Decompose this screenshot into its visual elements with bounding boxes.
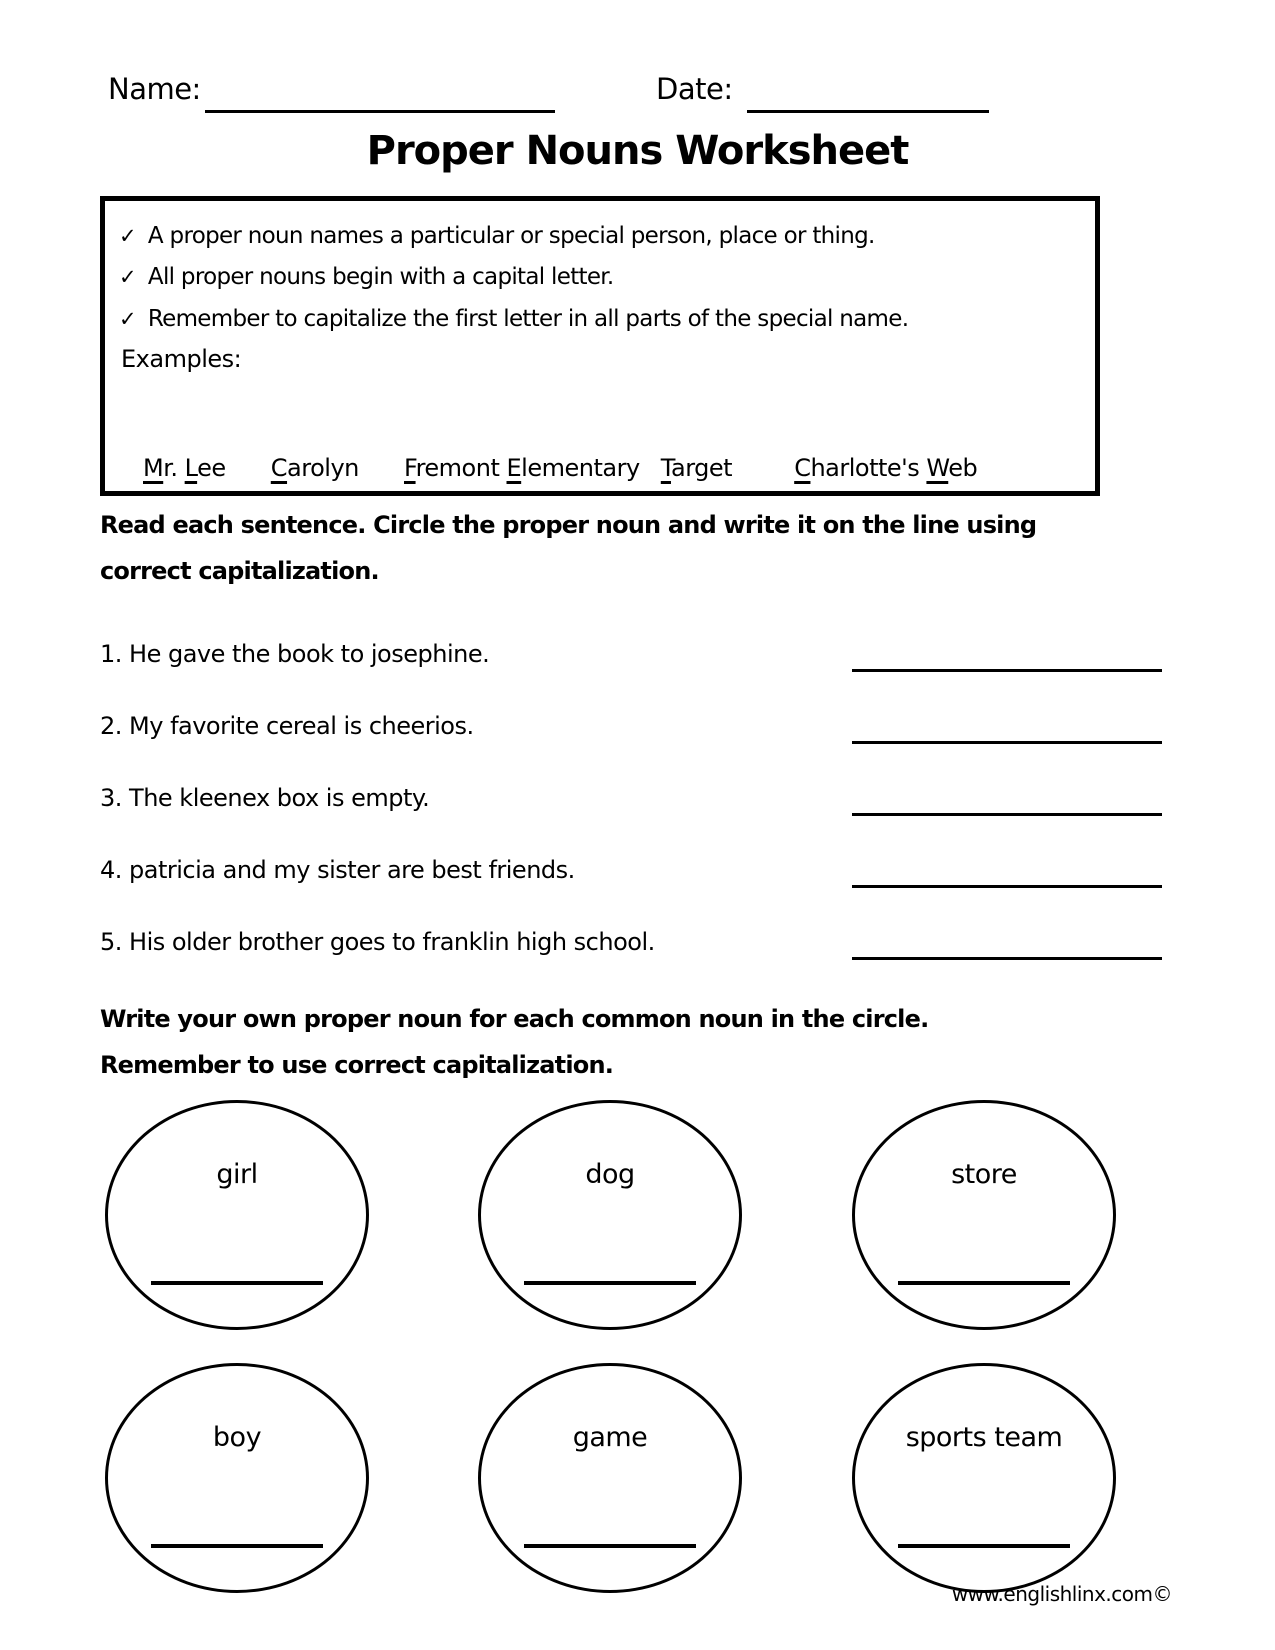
- instruction-line: Write your own proper noun for each common noun in the circle.: [100, 1005, 929, 1033]
- sentence-text: 1. He gave the book to josephine.: [100, 640, 490, 668]
- common-noun-label: dog: [585, 1159, 635, 1190]
- check-icon: ✓: [119, 306, 136, 331]
- sentence-row: [100, 772, 1175, 816]
- answer-blank-line: [852, 669, 1162, 672]
- underlined-first-letter: L: [184, 454, 198, 482]
- sentence-text: 5. His older brother goes to franklin high school.: [100, 928, 655, 956]
- instruction-line: Remember to use correct capitalization.: [100, 1051, 614, 1079]
- common-noun-label: game: [572, 1422, 648, 1453]
- common-noun-label: girl: [216, 1159, 258, 1190]
- underlined-first-letter: C: [270, 454, 288, 482]
- underlined-first-letter: M: [143, 454, 164, 482]
- date-label: Date:: [656, 72, 733, 106]
- answer-blank-line: [852, 741, 1162, 744]
- answer-blank-line: [852, 957, 1162, 960]
- instruction-line: Read each sentence. Circle the proper noun and write it on the line using: [100, 511, 1037, 539]
- instruction-line: correct capitalization.: [100, 557, 379, 585]
- underlined-first-letter: W: [926, 454, 949, 482]
- rules-box: [100, 196, 1100, 496]
- underlined-first-letter: E: [506, 454, 522, 482]
- circle-blank-line: [898, 1544, 1070, 1548]
- sentence-row: [100, 844, 1175, 888]
- name-blank-line: [205, 76, 555, 113]
- underlined-first-letter: C: [794, 454, 811, 482]
- check-icon: ✓: [119, 224, 136, 248]
- circle-blank-line: [151, 1281, 323, 1285]
- circle-blank-line: [898, 1281, 1070, 1285]
- example-proper-noun: Carolyn: [270, 454, 359, 482]
- rule-text: Remember to capitalize the first letter in all parts of the special name.: [147, 305, 909, 332]
- answer-blank-line: [852, 885, 1162, 888]
- answer-blank-line: [852, 813, 1162, 816]
- sentence-row: [100, 700, 1175, 744]
- common-noun-label: store: [951, 1159, 1017, 1190]
- common-noun-circle: [105, 1363, 369, 1593]
- circle-blank-line: [524, 1544, 696, 1548]
- rule-text: All proper nouns begin with a capital letter.: [147, 264, 614, 291]
- examples-row: [143, 454, 977, 482]
- sentence-text: 4. patricia and my sister are best friends.: [100, 856, 575, 884]
- sentence-row: [100, 628, 1175, 672]
- common-noun-circle: [478, 1363, 742, 1593]
- watermark: www.englishlinx.com©: [951, 1582, 1172, 1606]
- underlined-first-letter: T: [660, 454, 671, 482]
- check-icon: ✓: [119, 265, 136, 290]
- rule-item: [119, 304, 1077, 334]
- rule-text: A proper noun names a particular or special person, place or thing.: [147, 223, 875, 249]
- common-noun-circle: [478, 1100, 742, 1330]
- common-noun-label: sports team: [905, 1422, 1063, 1453]
- rule-item: [119, 221, 1077, 251]
- common-noun-circle: [852, 1100, 1116, 1330]
- sentence-row: [100, 916, 1175, 960]
- example-proper-noun: Mr. Lee: [143, 454, 226, 482]
- circle-blank-line: [151, 1544, 323, 1548]
- section1-instructions: [100, 502, 1036, 594]
- examples-label: Examples:: [121, 345, 242, 374]
- rule-item: [119, 262, 1077, 292]
- example-proper-noun: Target: [660, 454, 733, 482]
- sentence-text: 2. My favorite cereal is cheerios.: [100, 712, 474, 740]
- example-proper-noun: Charlotte's Web: [794, 454, 978, 482]
- common-noun-circle: [852, 1363, 1116, 1593]
- common-noun-circle: [105, 1100, 369, 1330]
- underlined-first-letter: F: [404, 454, 416, 482]
- sentence-text: 3. The kleenex box is empty.: [100, 784, 430, 812]
- name-label: Name:: [108, 72, 201, 106]
- circle-blank-line: [524, 1281, 696, 1285]
- common-noun-label: boy: [212, 1422, 262, 1453]
- example-proper-noun: Fremont Elementary: [404, 454, 640, 482]
- section2-instructions: [100, 996, 928, 1088]
- page-title: Proper Nouns Worksheet: [366, 128, 909, 174]
- date-blank-line: [747, 76, 989, 113]
